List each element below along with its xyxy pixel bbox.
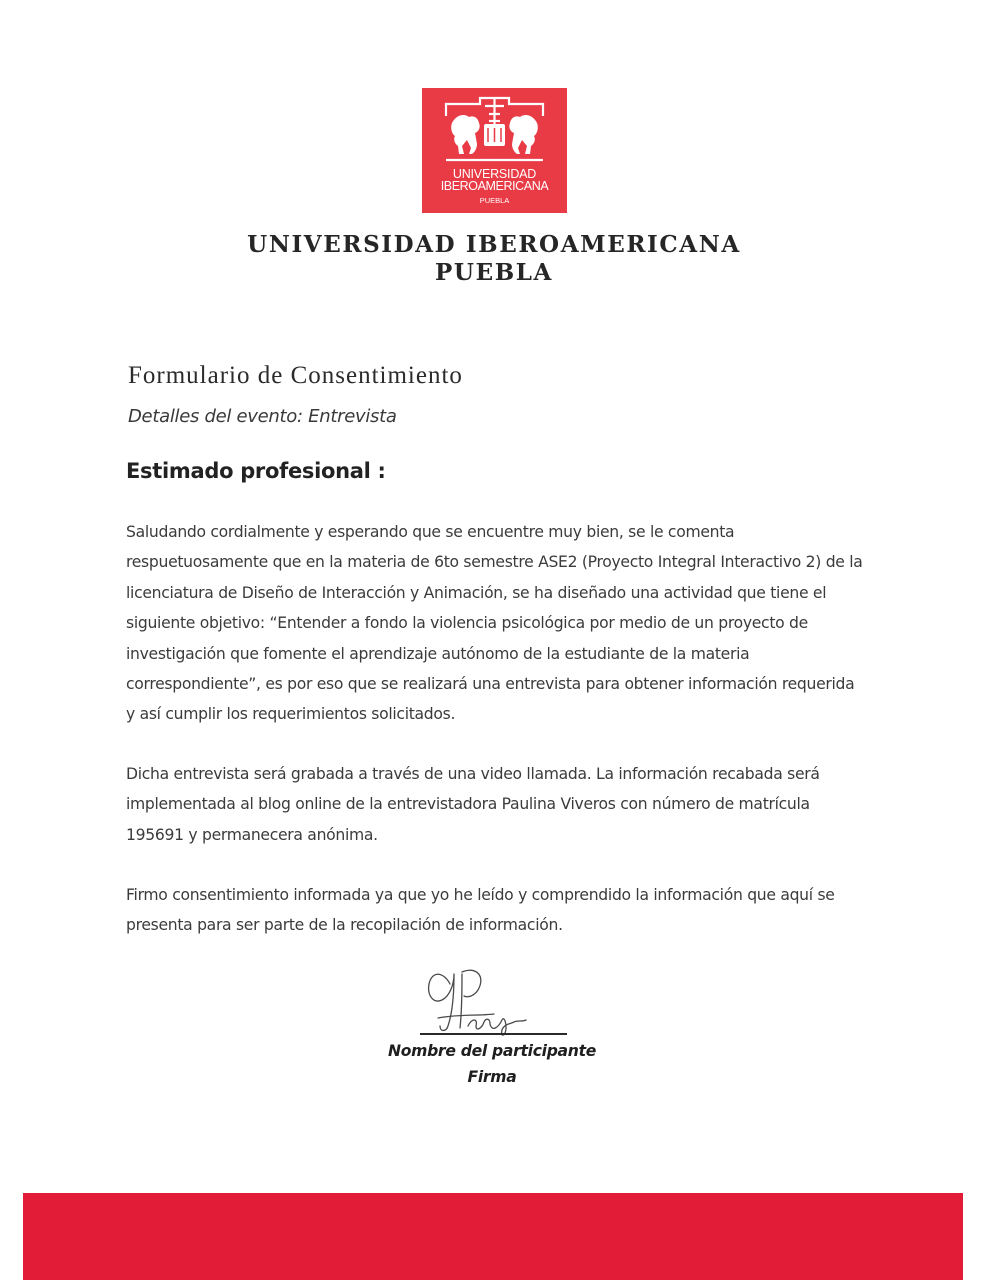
- logo-text-iberoamericana: IBEROAMERICANA: [440, 179, 549, 193]
- consent-paragraph: [126, 880, 866, 941]
- paragraph-line: Dicha entrevista será grabada a través de una video llamada. La información recabada será: [126, 765, 820, 783]
- paragraph-line: investigación que fomente el aprendizaje autónomo de la estudiante de la materia: [126, 644, 750, 663]
- intro-paragraph: [126, 517, 866, 730]
- greeting-heading: Estimado profesional :: [126, 459, 386, 483]
- university-logo: [422, 88, 567, 213]
- paragraph-line: implementada al blog online de la entrevistadora Paulina Viveros con número de matrícula: [126, 795, 810, 814]
- paragraph-line: Firmo consentimiento informada ya que yo he leído y comprendido la información que aquí se: [126, 886, 835, 904]
- logo-text-universidad: UNIVERSIDAD: [452, 167, 537, 181]
- paragraph-line: siguiente objetivo: “Entender a fondo la violencia psicológica por medio de un proyecto de: [126, 614, 808, 633]
- university-name: UNIVERSIDAD IBEROAMERICANA: [247, 231, 741, 258]
- signature-line: [420, 1033, 567, 1035]
- paragraph-line: Saludando cordialmente y esperando que se encuentre muy bien, se le comenta: [126, 523, 735, 541]
- paragraph-line: presenta para ser parte de la recopilación de información.: [126, 916, 563, 935]
- signature-label: Firma: [467, 1068, 517, 1086]
- recording-paragraph: [126, 759, 866, 850]
- logo-text-puebla: PUEBLA: [479, 196, 510, 205]
- footer-band: [23, 1193, 963, 1280]
- event-details: Detalles del evento: Entrevista: [128, 406, 397, 427]
- university-crest-icon: [422, 88, 567, 213]
- handwritten-signature: [418, 962, 538, 1042]
- form-title: Formulario de Consentimiento: [128, 362, 463, 389]
- paragraph-line: correspondiente”, es por eso que se realizará una entrevista para obtener información requerida: [126, 675, 855, 694]
- participant-name-label: Nombre del participante: [387, 1042, 597, 1060]
- paragraph-line: licenciatura de Diseño de Interacción y Animación, se ha diseñado una actividad que tiene el: [126, 583, 827, 602]
- paragraph-line: y así cumplir los requerimientos solicitados.: [126, 705, 456, 724]
- university-city: PUEBLA: [435, 259, 553, 286]
- paragraph-line: respuetuosamente que en la materia de 6to semestre ASE2 (Proyecto Integral Interactivo 2) de la: [126, 553, 863, 572]
- paragraph-line: 195691 y permanecera anónima.: [126, 825, 378, 844]
